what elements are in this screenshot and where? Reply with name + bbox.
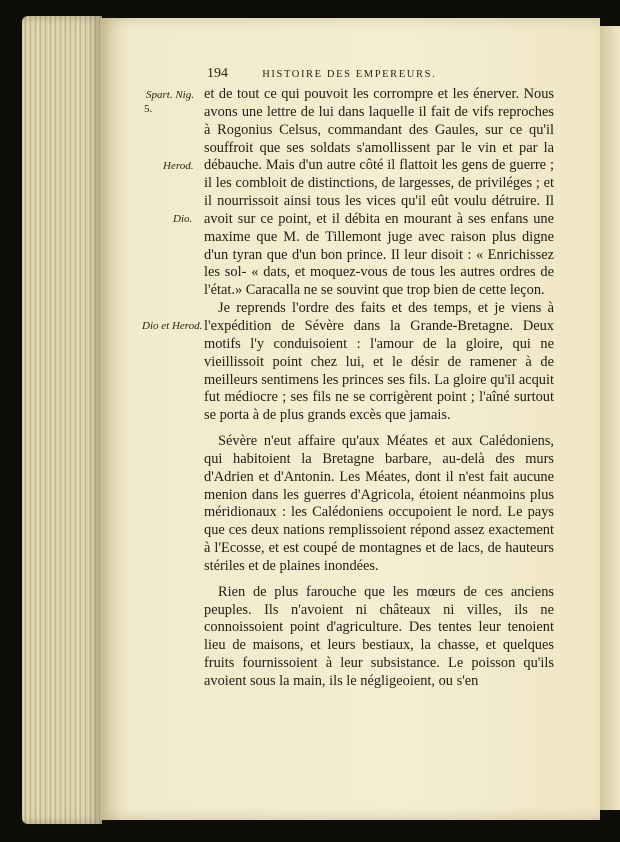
paragraph-2: Je reprends l'ordre des faits et des temps, et je viens à l'expédition de Sévère dans la Grande-Bretagne. Deux motifs l'y conduisoient : l'amour de la gloire, qui ne vieillissoit point chez lui, et le désir de ramener à de meilleurs sentimens les princes ses fils. La gloire qu'il acquit fut médiocre ; ses fils ne se corrigèrent point ; l'aîné surtout se porta à de plus grands excès que jamais. bbox=[204, 300, 554, 424]
margin-note-herod: Herod. bbox=[163, 160, 194, 172]
margin-note-number: 5. bbox=[144, 103, 153, 115]
paragraph-3: Sévère n'eut affaire qu'aux Méates et aux Calédoniens, qui habitoient la Bretagne barbare, au-delà des murs d'Adrien et d'Antonin. Les Méates, dont il n'est fait aucune menion dans les guerres d'Agricola, étoient néanmoins plus méridionaux : les Calédoniens occupoient le nord. Le pays que ces deux nations remplissoient répond assez exactement à l'Ecosse, et est coupé de montagnes et de lacs, de hauteurs stériles et de plaines inondées. bbox=[204, 433, 554, 574]
page-number: 194 bbox=[207, 66, 228, 81]
margin-note-dio-herod: Dio et Herod. bbox=[142, 320, 203, 332]
paragraph-4: Rien de plus farouche que les mœurs de ces anciens peuples. Ils n'avoient ni châteaux ni villes, ils ne connoissoient point d'agriculture. Des tentes leur tenoient lieu de maisons, et leurs bestiaux, la chasse, et quelques fruits fournissoient à leur subsistance. Le poisson qu'ils avoient sous la main, ils le négligeoient, ou s'en bbox=[204, 583, 554, 689]
running-title: HISTOIRE DES EMPEREURS. bbox=[262, 69, 437, 80]
running-head bbox=[207, 66, 507, 82]
paragraph-1: et de tout ce qui pouvoit les corrompre et les énerver. Nous avons une lettre de lui dans laquelle il fait de vifs reproches à Rogonius Celsus, commandant des Gaules, sur ce qu'il souffroit que ses soldats s'amollissent par le vin et par la débauche. Mais d'un autre côté il flattoit les gens de guerre ; il les combloit de distinctions, de largesses, de priviléges ; et il nourrissoit ainsi tous les vices qu'il eût voulu détruire. Il avoit sur ce point, et il débita en mourant à ses enfans une maxime que M. de Tillemont juge avec raison plus digne d'un tyran que d'un bon prince. Il leur disoit : « Enrichissez les sol- « dats, et moquez-vous de tous les autres ordres de l'état.» Caracalla ne se souvint que trop bien de cette leçon. bbox=[204, 86, 554, 299]
margin-note-dio: Dio. bbox=[173, 213, 193, 225]
margin-note-spart: Spart. Nig. bbox=[146, 89, 194, 101]
body-text bbox=[204, 86, 554, 691]
facing-page-edge bbox=[598, 26, 620, 810]
book-page-edges bbox=[22, 16, 102, 824]
